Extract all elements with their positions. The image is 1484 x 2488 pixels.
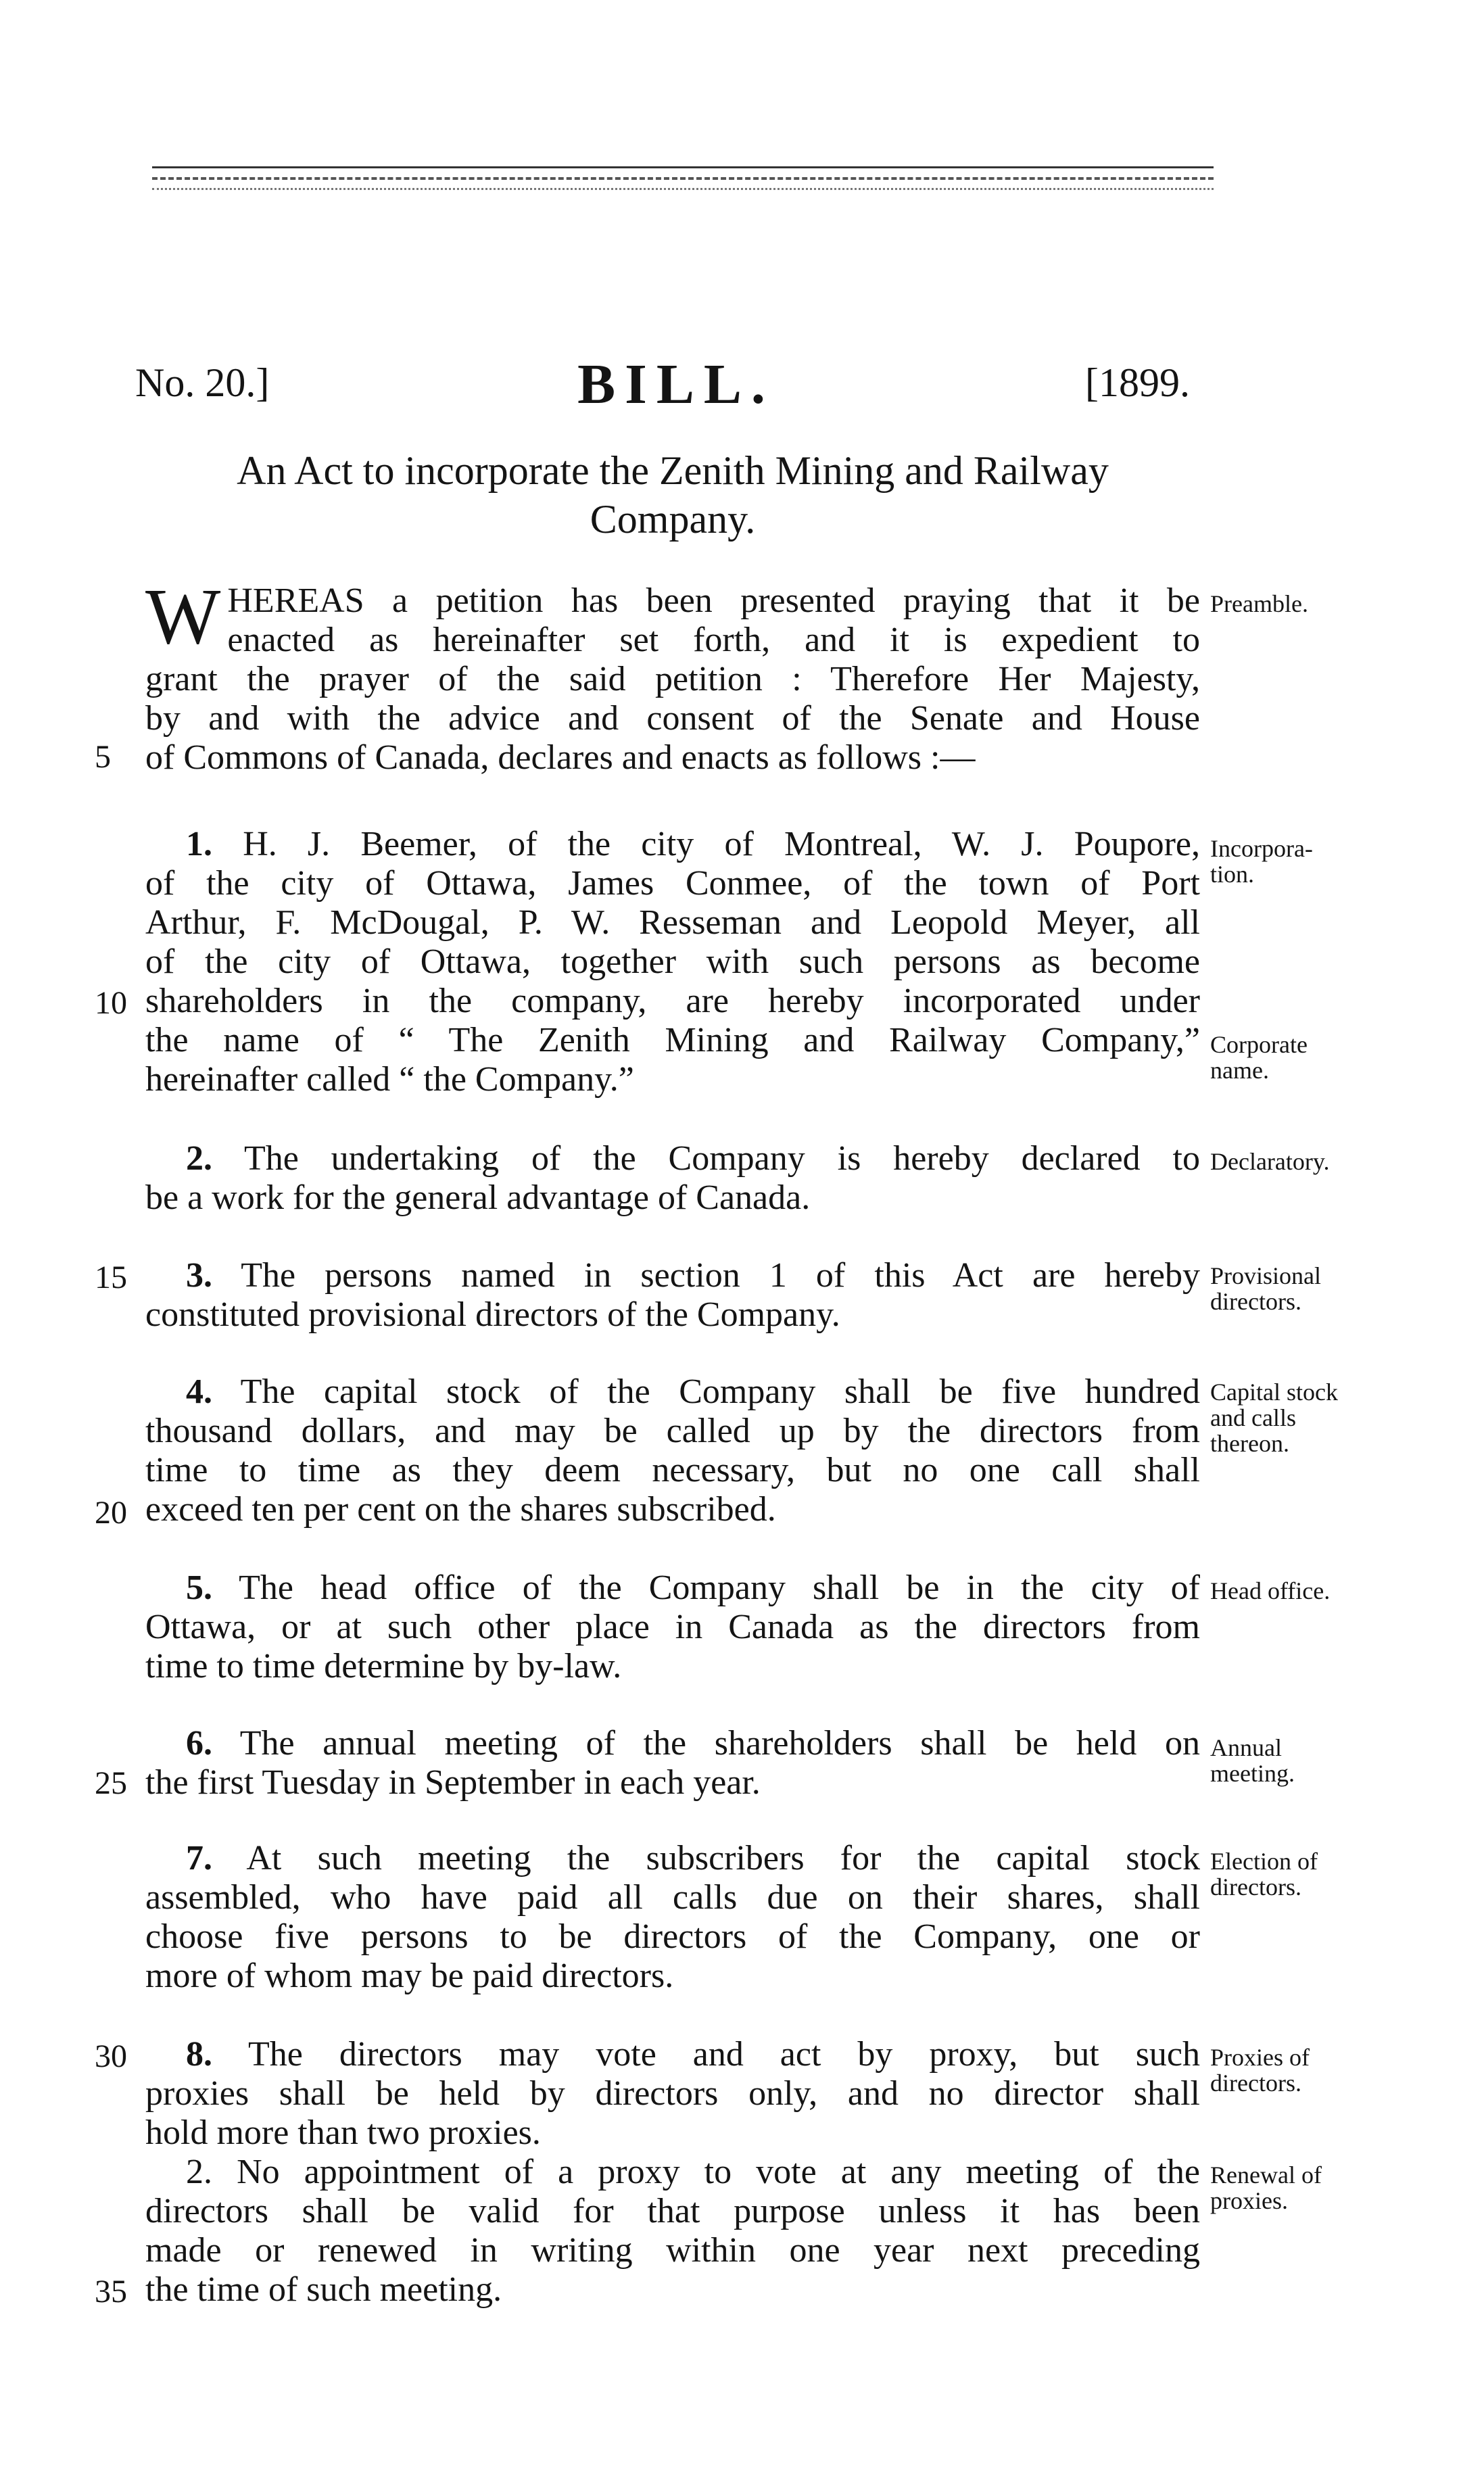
section-6: 6. The annual meeting of the shareholders shall be held on the first Tuesday in September in each year. (145, 1724, 1200, 1802)
line-number: 20 (95, 1495, 127, 1531)
line-number: 30 (95, 2038, 127, 2074)
margin-note: Annual meeting. (1210, 1734, 1295, 1787)
section-5: 5. The head office of the Company shall be in the city of Ottawa, or at such other place in Canada as the directors from time to time determine by by-law. (145, 1569, 1201, 1685)
preamble: W HEREAS a petition has been presented praying that it be enacted as hereinafter set forth, and it is expedient to grant the prayer of the said petition : Therefore Her Majesty, by and with the advice and consent of the Senate and House of Commons of Canada, declares and enacts as follows :— (145, 572, 1200, 777)
margin-note: Declaratory. (1210, 1148, 1330, 1175)
margin-note: Preamble. (1210, 590, 1308, 617)
dropcap: W (145, 572, 221, 661)
section-3: 3. The persons named in section 1 of this Act are hereby constituted provisional directors of the Company. (145, 1256, 1201, 1334)
line-number: 5 (95, 739, 111, 775)
section-1: 1. H. J. Beemer, of the city of Montreal, W. J. Poupore, of the city of Ottawa, James Conmee, of the town of Port Arthur, F. McDougal, P. W. Resseman and Leopold Meyer, all of the city of Ottawa, together with such persons as become shareholders in the company, are hereby incorporated under the name of “ The Zenith Mining and Railway Company,” hereinafter called “ the Company.” (145, 825, 1201, 1099)
margin-note: Renewal of proxies. (1210, 2161, 1322, 2214)
margin-note: Proxies of directors. (1210, 2044, 1310, 2097)
margin-note: Provisional directors. (1210, 1262, 1322, 1315)
section-7: 7. At such meeting the subscribers for the capital stock assembled, who have paid all calls due on their shares, shall choose five persons to be directors of the Company, one or more of whom may be paid directors. (145, 1839, 1200, 1995)
line-number: 10 (95, 985, 127, 1021)
section-8-subsection-2: 2. No appointment of a proxy to vote at any meeting of the directors shall be valid for that purpose unless it has been made or renewed in writing within one year next preceding the time of such meeting. (145, 2153, 1200, 2309)
section-4: 4. The capital stock of the Company shall be five hundred thousand dollars, and may be called up by the directors from time to time as they deem necessary, but no one call shall exceed ten per cent on the shares subscribed. (145, 1372, 1200, 1529)
section-2: 2. The undertaking of the Company is hereby declared to be a work for the general advantage of Canada. (145, 1139, 1200, 1217)
header-rule (152, 177, 1214, 180)
bill-header (135, 352, 1217, 416)
margin-note: Election of directors. (1210, 1848, 1318, 1900)
act-title: An Act to incorporate the Zenith Mining and Railway Company. (237, 448, 1109, 542)
bill-number: No. 20.] (135, 360, 270, 405)
line-number: 15 (95, 1260, 127, 1295)
margin-note: Incorpora- tion. (1210, 835, 1313, 888)
header-rule (152, 166, 1214, 168)
bill-title: BILL. (577, 353, 775, 416)
header-rule (152, 188, 1214, 190)
margin-note: Corporate name. (1210, 1031, 1308, 1084)
section-8: 8. The directors may vote and act by proxy, but such proxies shall be held by directors only, and no director shall hold more than two proxies. (145, 2035, 1201, 2152)
bill-year: [1899. (1085, 360, 1190, 405)
margin-note: Head office. (1210, 1577, 1331, 1604)
line-number: 25 (95, 1765, 127, 1801)
line-number: 35 (95, 2274, 127, 2310)
margin-note: Capital stock and calls thereon. (1210, 1379, 1338, 1457)
